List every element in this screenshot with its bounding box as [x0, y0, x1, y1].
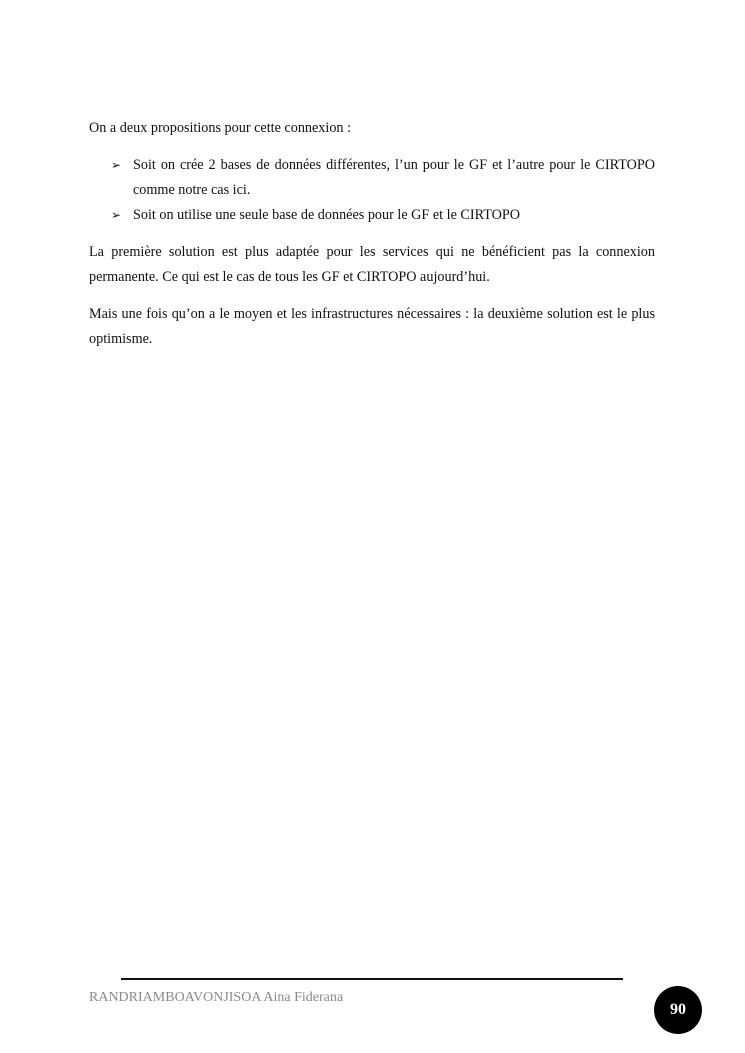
body-paragraph: Mais une fois qu’on a le moyen et les infrastructures nécessaires : la deuxième solution est le plus optimisme. [89, 306, 655, 347]
arrowhead-bullet-icon: ➢ [111, 208, 122, 222]
body-paragraph: La première solution est plus adaptée pour les services qui ne bénéficient pas la connexion permanente. Ce qui est le cas de tous les GF et CIRTOPO aujourd’hui. [89, 244, 655, 285]
list-item [111, 203, 655, 228]
bullet-list [89, 153, 655, 228]
page-number: 90 [670, 1001, 686, 1018]
arrowhead-bullet-icon: ➢ [111, 158, 122, 172]
list-item [111, 153, 655, 203]
intro-paragraph: On a deux propositions pour cette connexion : [89, 120, 352, 136]
footer-author: RANDRIAMBOAVONJISOA Aina Fiderana [89, 990, 344, 1005]
footer-divider [121, 978, 623, 980]
document-body [89, 116, 655, 352]
page-number-badge [654, 986, 702, 1034]
bullet-text: Soit on crée 2 bases de données différentes, l’un pour le GF et l’autre pour le CIRTOPO comme notre cas ici. [133, 157, 655, 198]
bullet-text: Soit on utilise une seule base de données pour le GF et le CIRTOPO [133, 207, 521, 223]
